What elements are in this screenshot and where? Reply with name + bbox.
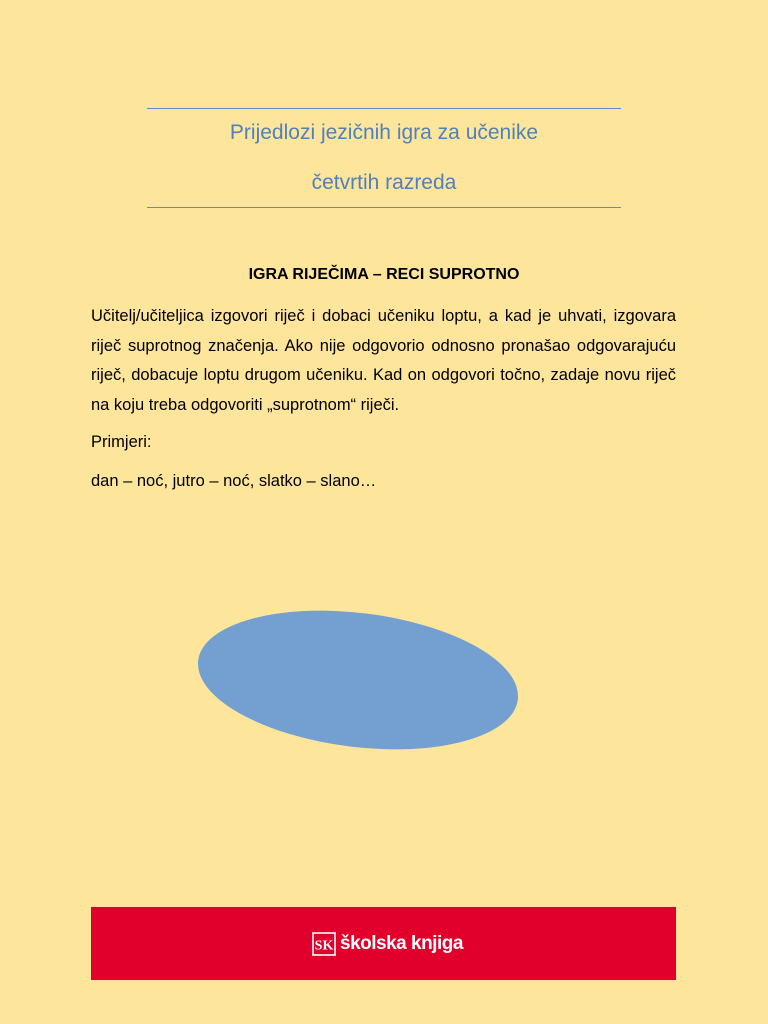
examples-text: dan – noć, jutro – noć, slatko – slano… <box>91 472 377 490</box>
ball-ellipse <box>190 594 526 766</box>
document-title-line-1: Prijedlozi jezičnih igra za učenike <box>229 121 539 144</box>
section-heading: IGRA RIJEČIMA – RECI SUPROTNO <box>248 266 520 283</box>
examples-label: Primjeri: <box>91 433 152 451</box>
document-title-line-2: četvrtih razreda <box>311 171 457 194</box>
game-description: Učitelj/učiteljica izgovori riječ i dobaci učeniku loptu, a kad je uhvati, izgovara riječ suprotnog značenja. Ako nije odgovorio odnosno pronašao odgovarajuću riječ, dobacuje loptu drugom učeniku. Kad on odgovori točno, zadaje novu riječ na koju treba odgovoriti „suprotnom“ riječi. <box>91 307 676 414</box>
publisher-logo-text: školska knjiga <box>340 933 463 954</box>
sk-logo-icon <box>312 932 336 956</box>
svg-text:SK: SK <box>314 938 334 954</box>
publisher-logo <box>312 931 463 957</box>
